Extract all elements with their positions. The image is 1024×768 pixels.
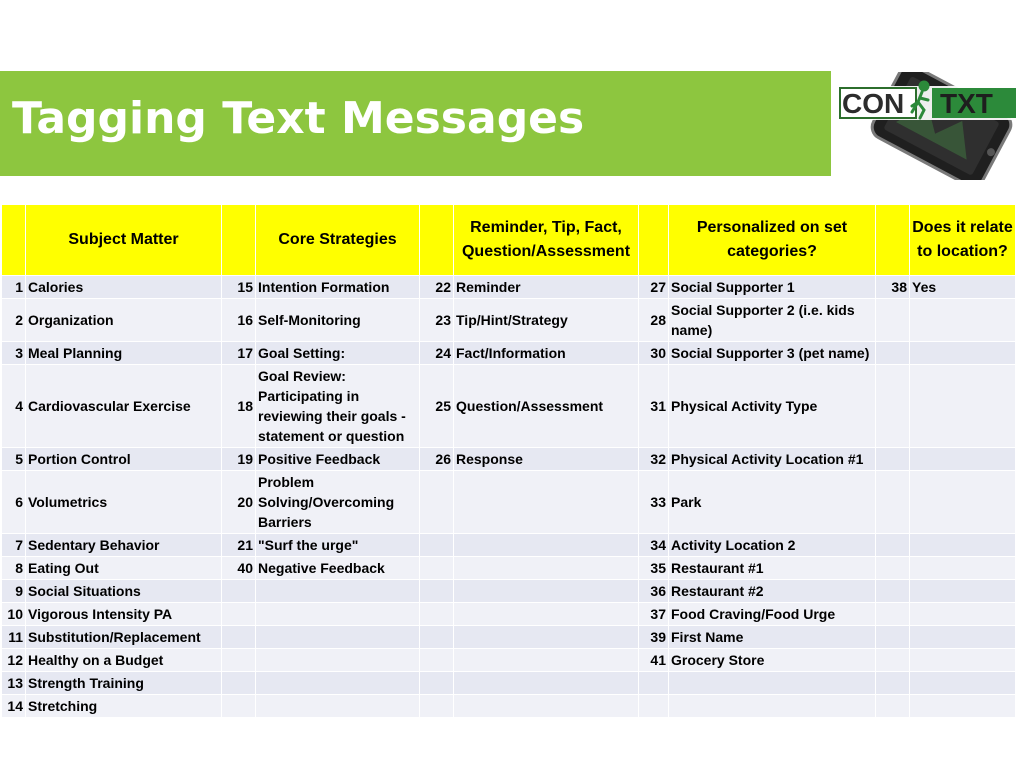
- table-row: [2, 649, 1016, 672]
- core-strategy-cell: [256, 672, 420, 695]
- strategy-number: [222, 695, 256, 718]
- header-cell: [222, 205, 256, 276]
- subject-matter-cell: Vigorous Intensity PA: [26, 603, 222, 626]
- location-number: [876, 603, 910, 626]
- message-type-cell: [454, 695, 639, 718]
- row-number: 4: [2, 365, 26, 448]
- personalized-cell: Social Supporter 2 (i.e. kids name): [669, 299, 876, 342]
- row-number: 9: [2, 580, 26, 603]
- message-type-number: 24: [420, 342, 454, 365]
- subject-matter-cell: Organization: [26, 299, 222, 342]
- location-cell: [910, 695, 1016, 718]
- location-cell: [910, 342, 1016, 365]
- message-type-number: 25: [420, 365, 454, 448]
- subject-matter-cell: Social Situations: [26, 580, 222, 603]
- core-strategy-cell: [256, 695, 420, 718]
- table-row: [2, 365, 1016, 448]
- row-number: 5: [2, 448, 26, 471]
- row-number: 11: [2, 626, 26, 649]
- personalized-cell: First Name: [669, 626, 876, 649]
- subject-matter-cell: Meal Planning: [26, 342, 222, 365]
- header-personalized: Personalized on set categories?: [669, 205, 876, 276]
- subject-matter-cell: Healthy on a Budget: [26, 649, 222, 672]
- core-strategy-cell: Self-Monitoring: [256, 299, 420, 342]
- strategy-number: 20: [222, 471, 256, 534]
- personalized-number: 28: [639, 299, 669, 342]
- personalized-number: 34: [639, 534, 669, 557]
- personalized-cell: Social Supporter 3 (pet name): [669, 342, 876, 365]
- subject-matter-cell: Strength Training: [26, 672, 222, 695]
- message-type-cell: [454, 557, 639, 580]
- location-number: [876, 626, 910, 649]
- core-strategy-cell: Intention Formation: [256, 276, 420, 299]
- row-number: 6: [2, 471, 26, 534]
- personalized-number: 35: [639, 557, 669, 580]
- table-row: [2, 695, 1016, 718]
- table-row: [2, 299, 1016, 342]
- message-type-number: [420, 471, 454, 534]
- personalized-number: 39: [639, 626, 669, 649]
- core-strategy-cell: [256, 626, 420, 649]
- strategy-number: 40: [222, 557, 256, 580]
- strategy-number: 19: [222, 448, 256, 471]
- message-type-number: 23: [420, 299, 454, 342]
- table-row: [2, 534, 1016, 557]
- logo-left-text: CON: [842, 88, 905, 119]
- location-number: [876, 365, 910, 448]
- personalized-cell: Restaurant #2: [669, 580, 876, 603]
- table-header-row: [2, 205, 1016, 276]
- message-type-cell: [454, 471, 639, 534]
- table-row: [2, 557, 1016, 580]
- tagging-table: [1, 204, 1016, 718]
- personalized-cell: Physical Activity Type: [669, 365, 876, 448]
- location-cell: Yes: [910, 276, 1016, 299]
- core-strategy-cell: "Surf the urge": [256, 534, 420, 557]
- location-cell: [910, 626, 1016, 649]
- row-number: 3: [2, 342, 26, 365]
- personalized-cell: Food Craving/Food Urge: [669, 603, 876, 626]
- header-cell: [876, 205, 910, 276]
- header-reminder-tip-fact: Reminder, Tip, Fact, Question/Assessment: [454, 205, 639, 276]
- core-strategy-cell: Goal Review: Participating in reviewing their goals - statement or question: [256, 365, 420, 448]
- row-number: 7: [2, 534, 26, 557]
- message-type-cell: Tip/Hint/Strategy: [454, 299, 639, 342]
- message-type-cell: Question/Assessment: [454, 365, 639, 448]
- location-cell: [910, 365, 1016, 448]
- message-type-number: [420, 557, 454, 580]
- table-row: [2, 448, 1016, 471]
- personalized-number: 41: [639, 649, 669, 672]
- location-cell: [910, 580, 1016, 603]
- message-type-cell: [454, 534, 639, 557]
- table-row: [2, 342, 1016, 365]
- header-cell: [420, 205, 454, 276]
- location-number: [876, 557, 910, 580]
- location-cell: [910, 603, 1016, 626]
- row-number: 2: [2, 299, 26, 342]
- location-number: [876, 672, 910, 695]
- message-type-number: [420, 626, 454, 649]
- location-number: [876, 471, 910, 534]
- personalized-number: 37: [639, 603, 669, 626]
- personalized-cell: [669, 695, 876, 718]
- strategy-number: 17: [222, 342, 256, 365]
- personalized-cell: Social Supporter 1: [669, 276, 876, 299]
- personalized-number: 32: [639, 448, 669, 471]
- core-strategy-cell: [256, 580, 420, 603]
- core-strategy-cell: Positive Feedback: [256, 448, 420, 471]
- message-type-cell: [454, 580, 639, 603]
- subject-matter-cell: Stretching: [26, 695, 222, 718]
- strategy-number: 18: [222, 365, 256, 448]
- personalized-cell: [669, 672, 876, 695]
- table-row: [2, 626, 1016, 649]
- personalized-number: 30: [639, 342, 669, 365]
- location-number: [876, 342, 910, 365]
- subject-matter-cell: Sedentary Behavior: [26, 534, 222, 557]
- personalized-cell: Restaurant #1: [669, 557, 876, 580]
- location-number: 38: [876, 276, 910, 299]
- message-type-cell: [454, 649, 639, 672]
- row-number: 12: [2, 649, 26, 672]
- location-number: [876, 534, 910, 557]
- core-strategy-cell: Problem Solving/Overcoming Barriers: [256, 471, 420, 534]
- header-subject-matter: Subject Matter: [26, 205, 222, 276]
- location-number: [876, 695, 910, 718]
- message-type-number: [420, 672, 454, 695]
- personalized-cell: Physical Activity Location #1: [669, 448, 876, 471]
- core-strategy-cell: Goal Setting:: [256, 342, 420, 365]
- table-row: [2, 603, 1016, 626]
- location-cell: [910, 471, 1016, 534]
- header-core-strategies: Core Strategies: [256, 205, 420, 276]
- personalized-number: 27: [639, 276, 669, 299]
- core-strategy-cell: [256, 649, 420, 672]
- message-type-number: 22: [420, 276, 454, 299]
- runner-phone-logo-icon: [836, 72, 1020, 180]
- message-type-number: 26: [420, 448, 454, 471]
- message-type-cell: Response: [454, 448, 639, 471]
- header-cell: [2, 205, 26, 276]
- header-cell: [639, 205, 669, 276]
- core-strategy-cell: Negative Feedback: [256, 557, 420, 580]
- logo-right-text: TXT: [940, 88, 993, 119]
- location-cell: [910, 534, 1016, 557]
- subject-matter-cell: Substitution/Replacement: [26, 626, 222, 649]
- location-cell: [910, 672, 1016, 695]
- strategy-number: [222, 603, 256, 626]
- message-type-cell: Fact/Information: [454, 342, 639, 365]
- personalized-number: 36: [639, 580, 669, 603]
- subject-matter-cell: Volumetrics: [26, 471, 222, 534]
- header-location: Does it relate to location?: [910, 205, 1016, 276]
- subject-matter-cell: Calories: [26, 276, 222, 299]
- page-title: Tagging Text Messages: [12, 93, 585, 144]
- location-number: [876, 299, 910, 342]
- strategy-number: 16: [222, 299, 256, 342]
- table-row: [2, 471, 1016, 534]
- location-cell: [910, 448, 1016, 471]
- subject-matter-cell: Cardiovascular Exercise: [26, 365, 222, 448]
- location-number: [876, 448, 910, 471]
- location-cell: [910, 299, 1016, 342]
- table-row: [2, 276, 1016, 299]
- personalized-cell: Park: [669, 471, 876, 534]
- row-number: 13: [2, 672, 26, 695]
- personalized-number: [639, 672, 669, 695]
- message-type-number: [420, 580, 454, 603]
- location-number: [876, 580, 910, 603]
- row-number: 14: [2, 695, 26, 718]
- personalized-cell: Grocery Store: [669, 649, 876, 672]
- core-strategy-cell: [256, 603, 420, 626]
- strategy-number: 21: [222, 534, 256, 557]
- table-row: [2, 672, 1016, 695]
- message-type-number: [420, 695, 454, 718]
- location-number: [876, 649, 910, 672]
- message-type-cell: Reminder: [454, 276, 639, 299]
- subject-matter-cell: Eating Out: [26, 557, 222, 580]
- row-number: 8: [2, 557, 26, 580]
- message-type-number: [420, 534, 454, 557]
- context-logo: [836, 72, 1020, 180]
- message-type-cell: [454, 672, 639, 695]
- message-type-cell: [454, 626, 639, 649]
- message-type-cell: [454, 603, 639, 626]
- message-type-number: [420, 603, 454, 626]
- strategy-number: [222, 672, 256, 695]
- personalized-cell: Activity Location 2: [669, 534, 876, 557]
- location-cell: [910, 649, 1016, 672]
- table-row: [2, 580, 1016, 603]
- strategy-number: 15: [222, 276, 256, 299]
- row-number: 1: [2, 276, 26, 299]
- personalized-number: 33: [639, 471, 669, 534]
- message-type-number: [420, 649, 454, 672]
- strategy-number: [222, 580, 256, 603]
- personalized-number: [639, 695, 669, 718]
- strategy-number: [222, 649, 256, 672]
- strategy-number: [222, 626, 256, 649]
- subject-matter-cell: Portion Control: [26, 448, 222, 471]
- row-number: 10: [2, 603, 26, 626]
- title-banner: [0, 71, 831, 176]
- location-cell: [910, 557, 1016, 580]
- personalized-number: 31: [639, 365, 669, 448]
